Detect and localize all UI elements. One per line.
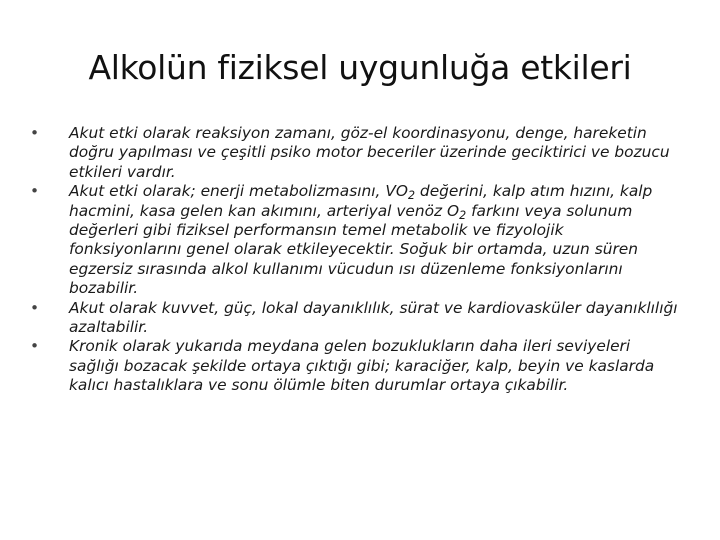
bullet-text-2-part-2: değerini, kalp atım hızını, kalp hacmini, kasa gelen kan akımını, arteriyal venöz O [69,182,653,220]
bullet-text-2-part-1: Akut etki olarak; enerji metabolizmasını, VO [69,182,408,201]
bullet-marker-icon: • [30,124,40,142]
slide-title: Alkolün fiziksel uygunluğa etkileri [88,48,632,87]
slide-content [30,124,680,396]
bullet-text-1: Akut etki olarak reaksiyon zamanı, göz-el koordinasyonu, denge, hareketin doğru yapılması ve çeşitli psiko motor beceriler üzerinde geciktirici ve bozucu etkileri vardır. [69,124,670,181]
bullet-text-3: Akut olarak kuvvet, güç, lokal dayanıklılık, sürat ve kardiovasküler dayanıklılığı azaltabilir. [69,298,678,337]
bullet-text-4: Kronik olarak yukarıda meydana gelen bozuklukların daha ileri seviyeleri sağlığı bozacak şekilde ortaya çıktığı gibi; karaciğer, kalp, beyin ve kaslarda kalıcı hastalıklara ve sonu ölümle biten durumlar ortaya çıkabilir. [69,337,655,395]
bullet-item-4 [30,337,680,395]
bullet-marker-icon: • [30,298,40,317]
bullet-item-1 [30,124,680,182]
bullet-list [30,124,680,396]
bullet-item-2 [30,182,680,298]
bullet-marker-icon: • [30,337,40,356]
bullet-item-3 [30,299,680,338]
bullet-text-2-part-3: farkını veya solunum değerleri gibi fiziksel performansın temel metabolik ve fizyolojik fonksiyonlarını genel olarak etkileyecektir. Soğuk bir ortamda, uzun süren egzersiz sırasında alkol kullanımı vücudun ısı düzenleme fonksiyonlarını bozabilir. [69,201,639,298]
bullet-marker-icon: • [30,182,40,201]
subscript-2: 2 [407,189,416,203]
subscript-2: 2 [459,208,467,222]
